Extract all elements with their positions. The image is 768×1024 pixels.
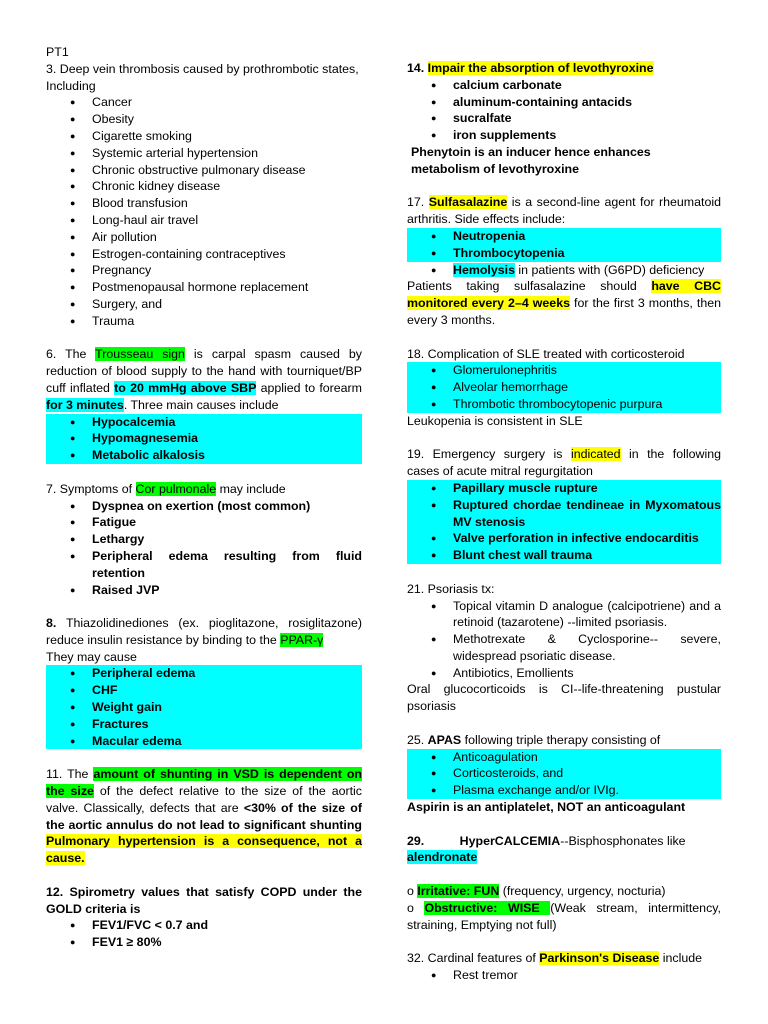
q3-including: Including xyxy=(46,78,96,93)
list-item: ● aluminum-containing antacids xyxy=(407,94,721,111)
list-item: ● Blood transfusion xyxy=(46,195,362,212)
q7-paragraph: 7. Symptoms of Cor pulmonale may include xyxy=(46,481,286,496)
vsd-highlight: amount of shunting in VSD is dependent on the size xyxy=(46,767,362,799)
list-item: ● Estrogen-containing contraceptives xyxy=(46,246,362,263)
list-item: ● Long-haul air travel xyxy=(46,212,362,229)
list-item: ● Hypomagnesemia xyxy=(46,430,362,447)
q29-irritative: o Irritative: FUN (frequency, urgency, nocturia) xyxy=(407,884,666,899)
parkinsons-highlight: Parkinson's Disease xyxy=(539,951,660,966)
list-item: ● Dyspnea on exertion (most common) xyxy=(46,498,362,515)
list-item: ● CHF xyxy=(46,682,362,699)
list-item: ● Methotrexate & Cyclosporine-- severe, widespread psoriatic disease. xyxy=(407,631,721,665)
list-item: ● Rest tremor xyxy=(407,967,721,984)
list-item: ● Macular edema xyxy=(46,733,362,750)
list-item: ● Corticosteroids, and xyxy=(407,765,721,782)
list-item: ● Neutropenia xyxy=(407,228,721,245)
q32-paragraph: 32. Cardinal features of Parkinson's Disease include xyxy=(407,951,703,966)
list-item: ● calcium carbonate xyxy=(407,77,721,94)
list-item: ● Hypocalcemia xyxy=(46,414,362,431)
list-item: ● Alveolar hemorrhage xyxy=(407,379,721,396)
q12-paragraph: 12. Spirometry values that satisfy COPD under the GOLD criteria is xyxy=(46,884,362,916)
q21-note: Oral glucocorticoids is CI--life-threatening pustular psoriasis xyxy=(407,682,721,714)
q17-paragraph: 17. Sulfasalazine is a second-line agent for rheumatoid arthritis. Side effects include: xyxy=(407,195,722,227)
list-item: ● Air pollution xyxy=(46,229,362,246)
q25-paragraph: 25. APAS following triple therapy consisting of xyxy=(407,732,661,747)
list-item: ● Fractures xyxy=(46,716,362,733)
q25-list xyxy=(407,749,721,799)
q12-list xyxy=(46,917,362,951)
list-item: ● Glomerulonephritis xyxy=(407,362,721,379)
list-item: ● Trauma xyxy=(46,313,362,330)
list-item: ● Raised JVP xyxy=(46,582,362,599)
levothyroxine-highlight: Impair the absorption of levothyroxine xyxy=(427,61,654,75)
list-item: ● Chronic obstructive pulmonary disease xyxy=(46,162,362,179)
list-item: ● Cancer xyxy=(46,94,362,111)
list-item: ● Antibiotics, Emollients xyxy=(407,665,721,682)
q17-list xyxy=(407,228,721,278)
obstructive-highlight: Obstructive: WISE xyxy=(424,900,551,915)
duration-highlight: for 3 minutes xyxy=(46,397,124,412)
q18-list xyxy=(407,362,721,412)
q17-monitoring: Patients taking sulfasalazine should have CBC monitored every 2–4 weeks for the first 3 months, then every 3 months. xyxy=(407,279,721,327)
list-item: ● Plasma exchange and/or IVIg. xyxy=(407,782,721,799)
list-item: ● Weight gain xyxy=(46,699,362,716)
q3-list xyxy=(46,94,362,329)
list-item: ● Obesity xyxy=(46,111,362,128)
q21-paragraph: 21. Psoriasis tx: xyxy=(407,581,495,596)
list-item: ● FEV1 ≥ 80% xyxy=(46,934,362,951)
q6-paragraph: 6. The Trousseau sign is carpal spasm caused by reduction of blood supply to the hand with tourniquet/BP cuff inflated to 20 mmHg above SBP applied to forearm for 3 minutes. Three main causes include xyxy=(46,347,363,412)
q14-list xyxy=(407,77,721,144)
q8-list xyxy=(46,665,362,749)
list-item: ● Peripheral edema xyxy=(46,665,362,682)
q21-list xyxy=(407,598,721,682)
q8-paragraph: 8. Thiazolidinediones (ex. pioglitazone, rosiglitazone) reduce insulin resistance by binding to the PPAR-γ xyxy=(46,616,362,647)
q11-paragraph: 11. The amount of shunting in VSD is dependent on the size of the defect relative to the size of the aortic valve. Classically, defects that are <30% of the size of the aortic annulus do not lead to significant shunting Pulmonary hypertension is a consequence, not a cause. xyxy=(46,767,362,866)
list-item: ● Anticoagulation xyxy=(407,749,721,766)
list-item: ● Cigarette smoking xyxy=(46,128,362,145)
indicated-highlight: indicated xyxy=(570,447,621,462)
right-column xyxy=(407,60,721,984)
list-item: ● Lethargy xyxy=(46,531,362,548)
q32-list xyxy=(407,967,721,984)
alendronate-highlight: alendronate xyxy=(407,850,478,865)
list-item: ● sucralfate xyxy=(407,110,721,127)
q19-paragraph: 19. Emergency surgery is indicated in the following cases of acute mitral regurgitation xyxy=(407,447,721,479)
pulmonary-hypertension-highlight: Pulmonary hypertension is a consequence, not a cause. xyxy=(46,834,362,866)
list-item: ● Thrombocytopenia xyxy=(407,245,721,262)
list-item: ● Metabolic alkalosis xyxy=(46,447,362,464)
irritative-highlight: Irritative: FUN xyxy=(417,884,500,899)
list-item: ● Postmenopausal hormone replacement xyxy=(46,279,362,296)
ppar-highlight: PPAR-γ xyxy=(280,632,324,647)
list-item: ● Ruptured chordae tendineae in Myxomatous MV stenosis xyxy=(407,497,721,531)
list-item: ● Topical vitamin D analogue (calcipotriene) and a retinoid (tazarotene) --limited psoriasis. xyxy=(407,598,721,632)
list-item: ● Hemolysis in patients with (G6PD) deficiency xyxy=(407,262,721,279)
page-header: PT1 xyxy=(46,45,69,59)
list-item: ● Systemic arterial hypertension xyxy=(46,145,362,162)
list-item: ● Fatigue xyxy=(46,514,362,531)
list-item: ● Peripheral edema resulting from fluid retention xyxy=(46,548,362,582)
trousseau-sign-highlight: Trousseau sign xyxy=(95,347,185,362)
q29-drug xyxy=(407,849,721,866)
q8-cause: They may cause xyxy=(46,649,137,664)
q14-note: Phenytoin is an inducer hence enhances metabolism of levothyroxine xyxy=(411,144,651,176)
q18-note: Leukopenia is consistent in SLE xyxy=(407,413,583,428)
q18-paragraph: 18. Complication of SLE treated with corticosteroid xyxy=(407,346,685,361)
cor-pulmonale-highlight: Cor pulmonale xyxy=(135,481,217,496)
list-item: ● Surgery, and xyxy=(46,296,362,313)
q25-note: Aspirin is an antiplatelet, NOT an anticoagulant xyxy=(407,800,686,815)
sulfasalazine-highlight: Sulfasalazine xyxy=(428,195,508,210)
list-item: ● Blunt chest wall trauma xyxy=(407,547,721,564)
q6-list xyxy=(46,414,362,464)
cbc-highlight: have CBC monitored every 2–4 weeks xyxy=(407,279,721,311)
q14-title: 14. Impair the absorption of levothyroxine xyxy=(407,61,654,75)
list-item: ● Chronic kidney disease xyxy=(46,178,362,195)
list-item: ● Thrombotic thrombocytopenic purpura xyxy=(407,396,721,413)
list-item: ● Valve perforation in infective endocarditis xyxy=(407,530,721,547)
q7-list xyxy=(46,498,362,599)
list-item: ● Papillary muscle rupture xyxy=(407,480,721,497)
list-item: ● FEV1/FVC < 0.7 and xyxy=(46,917,362,934)
q19-list xyxy=(407,480,721,564)
list-item: ● iron supplements xyxy=(407,127,721,144)
left-column xyxy=(46,44,362,951)
pressure-highlight: to 20 mmHg above SBP xyxy=(114,380,257,395)
q3-intro: 3. Deep vein thrombosis caused by prothrombotic states, xyxy=(46,61,359,76)
q29-paragraph: 29. HyperCALCEMIA--Bisphosphonates like xyxy=(407,833,686,848)
q29-obstructive: o Obstructive: WISE (Weak stream, intermittency, straining, Emptying not full) xyxy=(407,900,721,932)
list-item: ● Pregnancy xyxy=(46,262,362,279)
